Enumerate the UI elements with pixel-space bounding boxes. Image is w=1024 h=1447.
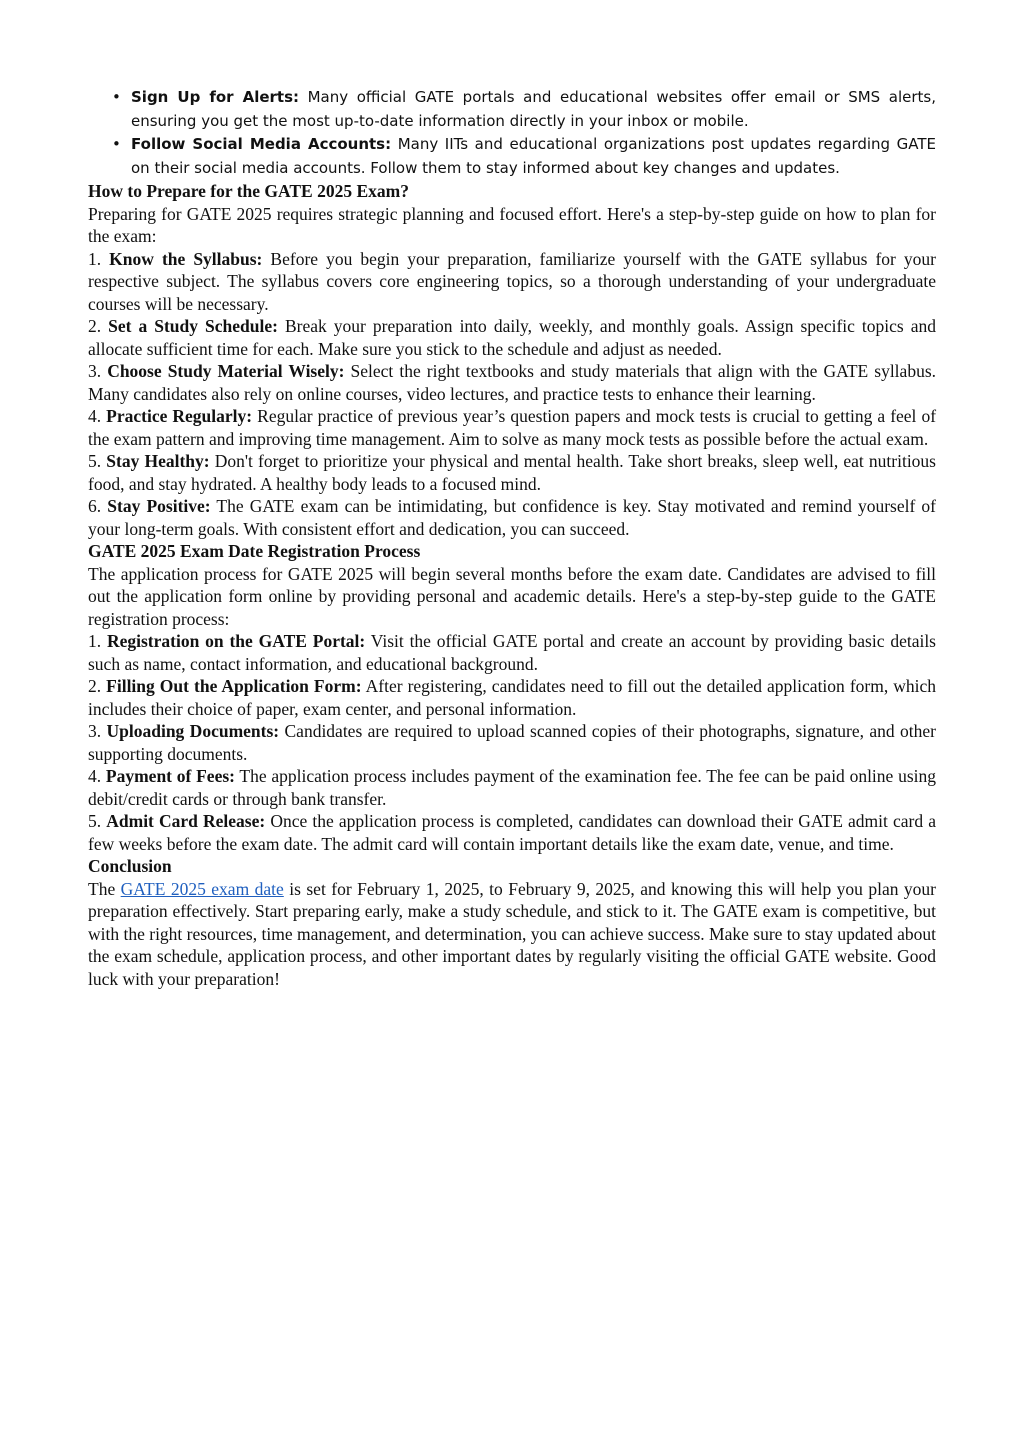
step-label: Choose Study Material Wisely: (107, 361, 345, 381)
registration-intro: The application process for GATE 2025 will begin several months before the exam date. Candidates are advised to fill out the application form online by providing personal and academic details. Here's a step-by-step guide to the GATE registration process: (88, 563, 936, 629)
bullet-label: Follow Social Media Accounts: (131, 135, 392, 153)
step-label: Stay Positive: (107, 496, 211, 516)
step-number: 1. (88, 248, 110, 269)
step-number: 5. (88, 811, 107, 831)
prepare-step (88, 495, 936, 540)
prepare-step (88, 248, 936, 316)
step-label: Set a Study Schedule: (108, 316, 278, 336)
prepare-intro: Preparing for GATE 2025 requires strategic planning and focused effort. Here's a step-by-step guide on how to plan for the exam: (88, 203, 936, 246)
prepare-step (88, 450, 936, 495)
list-item (88, 86, 936, 133)
step-number: 3. (88, 721, 107, 741)
step-label: Filling Out the Application Form: (106, 676, 362, 696)
exam-date-link[interactable]: GATE 2025 exam date (120, 878, 284, 899)
step-number: 4. (88, 406, 107, 426)
conclusion-text-rest: is set for February 1, 2025, to February 9, 2025, and knowing this will help you plan your preparation effectively. Start preparing early, make a study schedule, and stick to it. The GATE exam is competitive, but with the right resources, time management, and determination, you can achieve success. Make sure to stay updated about the exam schedule, application process, and other important dates by regularly visiting the official GATE website. Good luck with your preparation! (88, 878, 937, 989)
list-item (88, 133, 936, 180)
step-label: Payment of Fees: (105, 766, 235, 786)
prepare-step (88, 405, 936, 450)
bullet-text: Many official GATE portals and educational websites offer email or SMS alerts, ensuring you get the most up-to-date information directly in your inbox or mobile. (131, 88, 936, 130)
step-text: Regular practice of previous year’s question papers and mock tests is crucial to getting a feel of the exam pattern and improving time management. Aim to solve as many mock tests as possible before the actual exam. (88, 406, 937, 449)
step-text: The application process includes payment of the examination fee. The fee can be paid online using debit/credit cards or through bank transfer. (88, 766, 937, 809)
bullet-icon: • (112, 135, 121, 153)
step-label: Registration on the GATE Portal: (106, 631, 366, 651)
prepare-step (88, 315, 936, 360)
bullet-icon: • (112, 88, 121, 106)
bullet-text: Many IITs and educational organizations post updates regarding GATE on their social media accounts. Follow them to stay informed about key changes and updates. (131, 135, 937, 177)
conclusion-paragraph (88, 878, 936, 991)
step-label: Know the Syllabus: (109, 248, 263, 269)
step-number: 1. (88, 631, 107, 651)
step-text: The GATE exam can be intimidating, but confidence is key. Stay motivated and remind yourself of your long-term goals. With consistent effort and dedication, you can succeed. (88, 496, 937, 539)
conclusion-heading: Conclusion (88, 856, 172, 876)
prepare-heading: How to Prepare for the GATE 2025 Exam? (88, 181, 409, 201)
registration-heading: GATE 2025 Exam Date Registration Process (88, 541, 421, 561)
step-number: 2. (88, 316, 109, 336)
document-page (88, 86, 936, 990)
step-text: After registering, candidates need to fill out the detailed application form, which includes their choice of paper, exam center, and personal information. (88, 676, 937, 719)
conclusion-text-start: The (88, 878, 121, 899)
step-number: 5. (88, 451, 107, 471)
step-label: Practice Regularly: (106, 406, 253, 426)
step-number: 3. (88, 361, 108, 381)
registration-step (88, 810, 936, 855)
step-text: Candidates are required to upload scanned copies of their photographs, signature, and other supporting documents. (88, 721, 936, 764)
step-label: Stay Healthy: (106, 451, 210, 471)
step-number: 6. (88, 496, 108, 516)
step-text: Don't forget to prioritize your physical and mental health. Take short breaks, sleep well, eat nutritious food, and stay hydrated. A healthy body leads to a focused mind. (88, 451, 936, 494)
step-label: Admit Card Release: (106, 811, 266, 831)
step-label: Uploading Documents: (106, 721, 280, 741)
step-text: Break your preparation into daily, weekly, and monthly goals. Assign specific topics and allocate sufficient time for each. Make sure you stick to the schedule and adjust as needed. (88, 316, 936, 359)
step-text: Once the application process is completed, candidates can download their GATE admit card a few weeks before the exam date. The admit card will contain important details like the exam date, venue, and time. (88, 811, 936, 854)
prepare-step (88, 360, 936, 405)
step-text: Visit the official GATE portal and create an account by providing basic details such as name, contact information, and educational background. (88, 631, 936, 674)
step-text: Select the right textbooks and study materials that align with the GATE syllabus. Many candidates also rely on online courses, video lectures, and practice tests to enhance their learning. (88, 361, 937, 404)
step-text: Before you begin your preparation, familiarize yourself with the GATE syllabus for your respective subject. The syllabus covers core engineering topics, so a thorough understanding of your undergraduate courses will be necessary. (88, 248, 937, 314)
step-number: 2. (88, 676, 107, 696)
alert-tips-list (88, 86, 936, 180)
bullet-label: Sign Up for Alerts: (131, 88, 300, 106)
registration-step (88, 720, 936, 765)
registration-step (88, 675, 936, 720)
registration-step (88, 630, 936, 675)
step-number: 4. (88, 766, 106, 786)
registration-step (88, 765, 936, 810)
